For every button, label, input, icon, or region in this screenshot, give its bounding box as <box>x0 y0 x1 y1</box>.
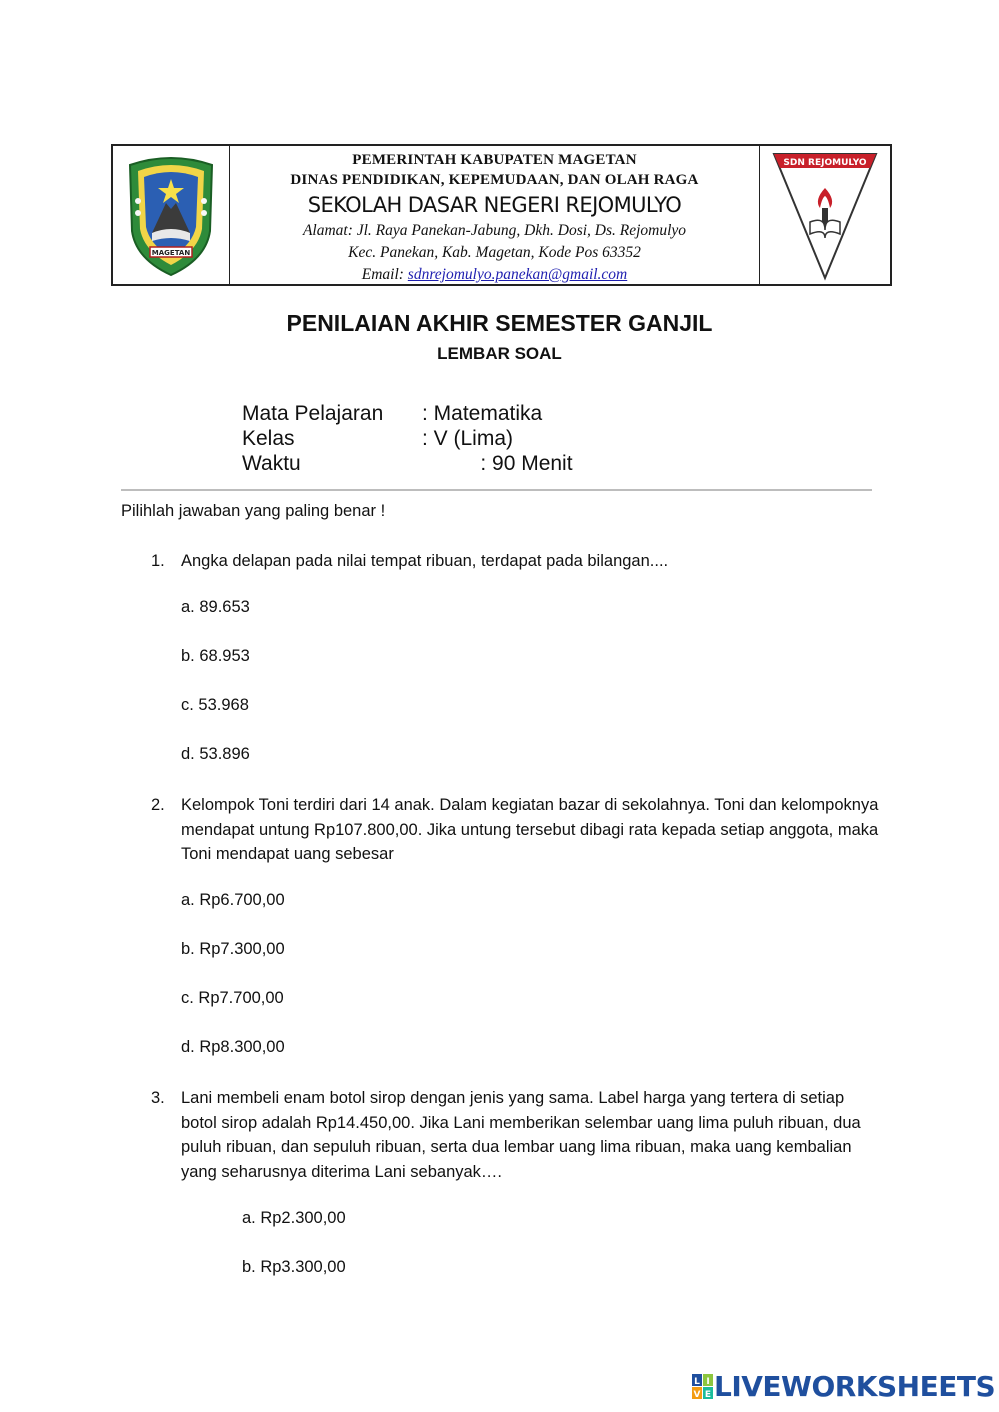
svg-text:L: L <box>694 1377 700 1387</box>
meta-value: : 90 Menit <box>422 452 573 475</box>
meta-label: Waktu <box>242 452 301 475</box>
svg-text:SDN REJOMULYO: SDN REJOMULYO <box>783 158 867 168</box>
option[interactable]: d. Rp8.300,00 <box>181 1038 285 1056</box>
instruction: Pilihlah jawaban yang paling benar ! <box>121 502 386 520</box>
meta-value: : Matematika <box>422 402 543 425</box>
svg-text:V: V <box>693 1390 701 1400</box>
school-name: SEKOLAH DASAR NEGERI REJOMULYO <box>307 193 682 217</box>
school-emblem <box>759 146 890 284</box>
question-number: 2. <box>151 796 165 814</box>
address-line-1: Alamat: Jl. Raya Panekan-Jabung, Dkh. Dosi, Ds. Rejomulyo <box>302 222 687 239</box>
government-line: PEMERINTAH KABUPATEN MAGETAN <box>352 152 637 168</box>
question-text: Lani membeli enam botol sirop dengan jenis yang sama. Label harga yang tertera di setiap botol sirop adalah Rp14.450,00. Jika Lani memberikan selembar uang lima puluh ribuan, dua puluh ribuan, dan sepuluh ribuan, serta dua lembar uang lima ribuan, maka uang kembalian yang seharusnya diterima Lani sebanyak…. <box>181 1089 861 1181</box>
option[interactable]: a. Rp2.300,00 <box>242 1209 346 1227</box>
email-label: Email: <box>361 266 404 283</box>
svg-text:MAGETAN: MAGETAN <box>151 249 191 257</box>
question-text: Angka delapan pada nilai tempat ribuan, terdapat pada bilangan.... <box>181 552 669 570</box>
option[interactable]: d. 53.896 <box>181 745 250 763</box>
svg-text:I: I <box>706 1377 710 1387</box>
option[interactable]: a. 89.653 <box>181 598 250 616</box>
question-number: 3. <box>151 1089 165 1107</box>
brand-name: LIVEWORKSHEETS <box>714 1370 996 1403</box>
liveworksheets-logo-icon <box>692 1374 714 1400</box>
svg-text:E: E <box>704 1390 712 1400</box>
letterhead-text <box>230 146 759 284</box>
meta-value: : V (Lima) <box>422 427 514 450</box>
meta-label: Mata Pelajaran <box>242 402 384 425</box>
option[interactable]: b. Rp7.300,00 <box>181 940 285 958</box>
option[interactable]: b. 68.953 <box>181 647 250 665</box>
email-link[interactable]: sdnrejomulyo.panekan@gmail.com <box>407 266 628 283</box>
email-line <box>230 264 759 286</box>
divider <box>121 489 872 491</box>
letterhead <box>111 144 892 286</box>
option[interactable]: b. Rp3.300,00 <box>242 1258 346 1276</box>
option[interactable]: c. Rp7.700,00 <box>181 989 284 1007</box>
question-text: Kelompok Toni terdiri dari 14 anak. Dalam kegiatan bazar di sekolahnya. Toni dan kelompoknya mendapat untung Rp107.800,00. Jika untung tersebut dibagi rata kepada setiap anggota, maka Toni mendapat uang sebesar <box>181 796 879 863</box>
option[interactable]: a. Rp6.700,00 <box>181 891 285 909</box>
meta-label: Kelas <box>242 427 295 450</box>
question-number: 1. <box>151 552 165 570</box>
address-line-2: Kec. Panekan, Kab. Magetan, Kode Pos 63352 <box>348 244 641 261</box>
option[interactable]: c. 53.968 <box>181 696 249 714</box>
page-title: PENILAIAN AKHIR SEMESTER GANJIL <box>286 310 713 336</box>
page-subtitle: LEMBAR SOAL <box>437 344 562 363</box>
magetan-emblem-icon <box>122 151 220 279</box>
regency-emblem <box>113 146 230 284</box>
department-line: DINAS PENDIDIKAN, KEPEMUDAAN, DAN OLAH RAGA <box>290 172 699 188</box>
school-logo-icon <box>770 150 880 282</box>
liveworksheets-brand <box>692 1371 995 1403</box>
